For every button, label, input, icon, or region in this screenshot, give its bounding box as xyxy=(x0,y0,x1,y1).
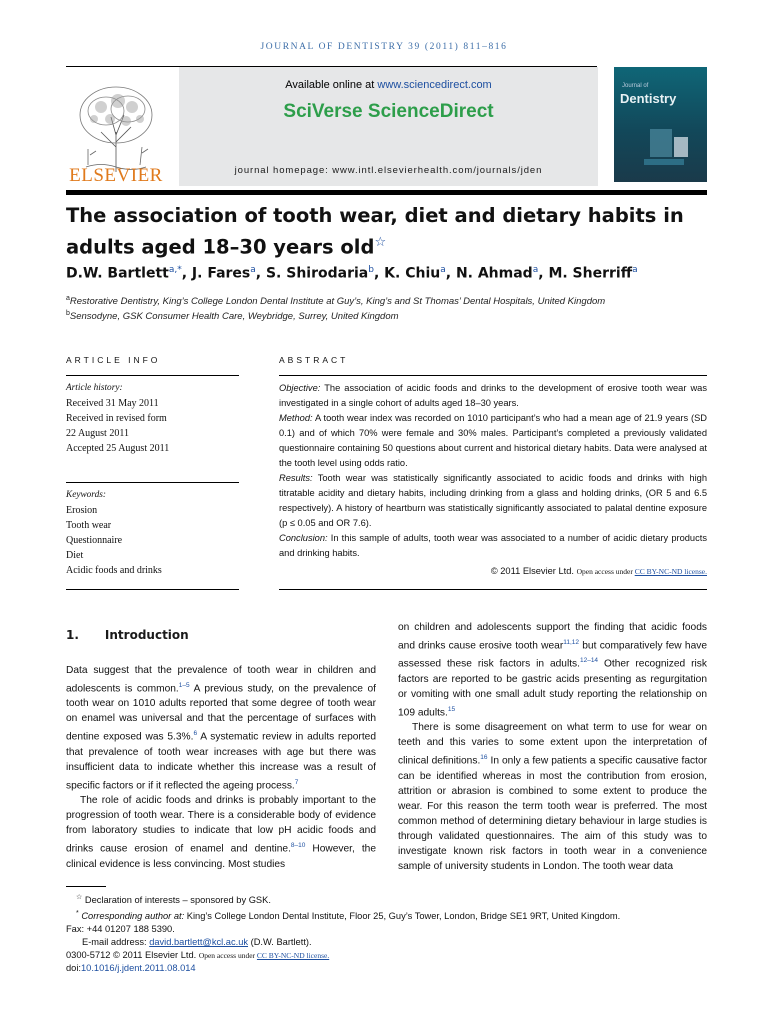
article-info-heading: ARTICLE INFO xyxy=(66,355,161,365)
intro-left-column xyxy=(66,663,376,872)
method-text: A tooth wear index was recorded on 1010 participant’s who had a mean age of 21.9 years (SD 0.1) and of which 70% were female and 30% males. Participant’s completed a previously validated questionnaire containing 50 questions about current and historical dietary habits. Data were analysed at the tooth level using odds ratio. xyxy=(279,413,707,468)
author-affiliation-mark[interactable]: a xyxy=(440,265,446,275)
article-history xyxy=(66,381,239,456)
footnote-doi xyxy=(66,962,707,975)
citation-link[interactable]: 11,12 xyxy=(563,639,580,646)
footnote-declaration xyxy=(66,891,707,907)
paragraph-text: The role of acidic foods and drinks is probably important to the progression of tooth wear. There is a considerable body of evidence from laboratory studies to indicate that low pH acidic foods and drinks cause erosion of enamel and dentine. xyxy=(66,795,376,855)
paragraph-text: but comparatively few have assessed these risk factors in adults. xyxy=(398,640,707,670)
footnote-issn xyxy=(66,949,707,962)
footnote-text: Declaration of interests – sponsored by GSK. xyxy=(84,895,271,906)
abstract-copyright-line xyxy=(279,564,707,579)
section-title: Introduction xyxy=(104,628,189,642)
abstract-objective xyxy=(279,381,707,411)
article-info-rule xyxy=(66,375,239,376)
abstract-open-access xyxy=(577,567,707,576)
license-link[interactable]: CC BY-NC-ND license. xyxy=(634,567,707,576)
title-footnote-mark[interactable]: ☆ xyxy=(374,235,387,250)
journal-running-title: JOURNAL OF DENTISTRY 39 (2011) 811–816 xyxy=(260,42,508,52)
doi-link[interactable]: 10.1016/j.jdent.2011.08.014 xyxy=(81,963,196,974)
keywords-label: Keywords: xyxy=(66,490,106,500)
citation-link[interactable]: 15 xyxy=(447,705,456,713)
keyword-item: Diet xyxy=(66,550,84,561)
citation-link[interactable]: 16 xyxy=(480,754,488,762)
sciencedirect-banner xyxy=(179,67,598,186)
author-affiliation-mark[interactable]: a xyxy=(632,265,638,275)
paragraph-text: A systematic review in adults reported that prevalence of tooth wear increases with age but there was insufficient data to indicate whether this increase was a result of specific factors or if it reflected the ageing process. xyxy=(66,731,376,792)
intro-paragraph xyxy=(398,620,707,720)
intro-right-column xyxy=(398,620,707,874)
objective-text: The association of acidic foods and drinks to the development of erosive tooth wear was investigated in a single cohort of adults aged 18–30 years. xyxy=(279,383,708,408)
author-name[interactable]: N. Ahmad xyxy=(455,265,533,282)
author-affiliation-mark[interactable]: b xyxy=(368,265,374,275)
intro-paragraph xyxy=(66,793,376,871)
abstract-method xyxy=(279,411,707,471)
header-thick-rule xyxy=(66,190,707,195)
article-title xyxy=(66,202,707,261)
history-line: Received in revised form xyxy=(66,413,167,424)
citation-link[interactable]: 7 xyxy=(294,778,299,786)
abstract-results xyxy=(279,471,707,531)
affiliation-a-mark: a xyxy=(66,295,70,302)
journal-homepage[interactable]: journal homepage: www.intl.elsevierhealth.com/journals/jden xyxy=(234,165,543,176)
available-online-label: Available online at xyxy=(285,79,375,91)
open-access-label: Open access under xyxy=(576,567,633,576)
author-affiliation-mark[interactable]: a,* xyxy=(168,265,182,275)
citation-link[interactable]: 8–10 xyxy=(290,842,306,850)
journal-header xyxy=(66,67,707,186)
journal-cover-image xyxy=(614,67,707,182)
section-number: 1. xyxy=(66,628,79,642)
footnote-open-access xyxy=(199,951,329,960)
keyword-item: Acidic foods and drinks xyxy=(66,565,162,576)
conclusion-label: Conclusion: xyxy=(279,533,328,543)
paragraph-text: on children and adolescents support the finding that acidic foods and drinks cause erosive tooth wear xyxy=(398,622,707,652)
keyword-item: Questionnaire xyxy=(66,535,123,546)
history-line: 22 August 2011 xyxy=(66,428,129,439)
footnote-email xyxy=(66,936,707,949)
paragraph-text: Data suggest that the prevalence of tooth wear in children and adolescents is common. xyxy=(66,665,376,695)
issn-text: 0300-5712 © 2011 Elsevier Ltd. xyxy=(66,950,197,961)
footnote-rule xyxy=(66,886,106,887)
abstract-body xyxy=(279,381,707,579)
affiliation-b xyxy=(66,310,707,322)
history-line: Accepted 25 August 2011 xyxy=(66,443,170,454)
results-text: Tooth wear was statistically significantly associated to acidic foods and drinks with high titratable acidity and dietary habits, including drinking from a glass and holding drinks, (OR 5 and 6.5 respectively). A history of heartburn was statistically significantly associated to palatal dentine exposure (p ≤ 0.05 and OR 7.6). xyxy=(279,473,707,528)
cover-subtitle: Journal of xyxy=(622,83,649,89)
author-name[interactable]: M. Sherriff xyxy=(548,265,633,282)
conclusion-text: In this sample of adults, tooth wear was associated to a number of acidic dietary products and drinking habits. xyxy=(279,533,707,558)
paragraph-text: However, the clinical evidence is less convincing. Most studies xyxy=(66,843,376,870)
doi-label: doi: xyxy=(66,963,81,974)
paragraph-text: Other recognized risk factors are reported to be gastric acids presenting as regurgitation or vomiting with one small adult study reporting the relationship on 109 adults. xyxy=(398,658,707,719)
footnote-mark: * xyxy=(76,910,79,918)
author-name[interactable]: J. Fares xyxy=(191,265,251,282)
section-heading-introduction xyxy=(66,628,189,642)
author-list: D.W. Bartlett$^{a,*}$, J. Fares$^a$, S. Shirodaria$^b$, K. Chiu$^a$, N. Ahmad$^a$, M. Sherriff$^a$ xyxy=(66,265,638,282)
affiliation-a-text: Restorative Dentistry, King’s College London Dental Institute at Guy’s, King’s and St Thomas’ Dental Hospitals, United Kingdom xyxy=(69,296,606,308)
email-label: E-mail address: xyxy=(82,937,147,948)
open-access-label: Open access under xyxy=(198,951,256,961)
article-info-bottom-rule xyxy=(66,589,239,590)
author-name[interactable]: D.W. Bartlett xyxy=(66,265,169,282)
corresponding-label: Corresponding author at: xyxy=(81,911,185,922)
abstract-heading: ABSTRACT xyxy=(279,355,349,365)
footnote-text: King’s College London Dental Institute, Floor 25, Guy’s Tower, London, Bridge SE1 9RT, United Kingdom. xyxy=(186,911,621,922)
article-history-label: Article history: xyxy=(66,383,123,393)
paragraph-text: A previous study, on the prevalence of tooth wear on 1010 adults reported that some degree of tooth wear on enamel was universal and that the percentage of surfaces with dentine exposed was 5.3%. xyxy=(66,683,376,743)
cover-title: Dentistry xyxy=(620,91,677,106)
footnote-fax: Fax: +44 01207 188 5390. xyxy=(66,924,175,935)
license-link[interactable]: CC BY-NC-ND license. xyxy=(256,951,330,961)
objective-label: Objective: xyxy=(279,383,321,393)
article-title-text: The association of tooth wear, diet and dietary habits in adults aged 18–30 years old xyxy=(66,204,684,259)
available-online-line xyxy=(179,79,598,91)
keywords-block xyxy=(66,488,239,578)
intro-paragraph xyxy=(66,663,376,793)
footnotes xyxy=(66,891,707,975)
keywords-rule xyxy=(66,482,239,483)
results-label: Results: xyxy=(279,473,313,483)
affiliation-b-mark: b xyxy=(66,310,70,317)
paragraph-text: In only a few patients a specific causative factor can be identified whereas in most the contribution from erosion, attrition or abrasion is combined to some extent to produce the wear. For this reason the term tooth wear is preferred. The most common method of determining dietary behaviour in large studies is through validated questionnaires. The aim of this study was to investigate known risk factors in tooth wear in a convenience sample of university students in London. The tooth wear data xyxy=(398,755,708,872)
citation-link[interactable]: 1–5 xyxy=(178,682,190,689)
footnote-corresponding xyxy=(66,907,707,923)
author-affiliation-mark[interactable]: a xyxy=(532,265,539,275)
elsevier-wordmark: ELSEVIER xyxy=(69,165,163,186)
abstract-rule xyxy=(279,375,707,376)
abstract-bottom-rule xyxy=(279,589,707,590)
author-name[interactable]: S. Shirodaria xyxy=(265,265,369,282)
email-suffix: (D.W. Bartlett). xyxy=(250,937,312,948)
email-link[interactable]: david.bartlett@kcl.ac.uk xyxy=(149,937,249,948)
intro-paragraph xyxy=(398,720,707,873)
history-line: Received 31 May 2011 xyxy=(66,398,159,409)
abstract-copyright: © 2011 Elsevier Ltd. xyxy=(490,566,574,576)
author-affiliation-mark[interactable]: a xyxy=(250,265,256,275)
keyword-item: Erosion xyxy=(66,505,98,516)
citation-link[interactable]: 6 xyxy=(193,730,198,738)
keyword-item: Tooth wear xyxy=(66,520,112,531)
footnote-mark: ☆ xyxy=(76,894,83,901)
author-name[interactable]: K. Chiu xyxy=(384,265,441,282)
paragraph-text: There is some disagreement on what term to use for wear on teeth and this varies to some extent upon the interpretation of clinical definitions. xyxy=(398,722,707,767)
sciverse-sciencedirect-logo: SciVerse ScienceDirect xyxy=(283,101,494,122)
method-label: Method: xyxy=(279,413,313,423)
abstract-conclusion xyxy=(279,531,707,561)
affiliation-b-text: Sensodyne, GSK Consumer Health Care, Weybridge, Surrey, United Kingdom xyxy=(69,311,399,323)
affiliation-a xyxy=(66,295,707,307)
sciencedirect-link[interactable]: www.sciencedirect.com xyxy=(377,79,492,91)
citation-link[interactable]: 12–14 xyxy=(579,657,599,665)
